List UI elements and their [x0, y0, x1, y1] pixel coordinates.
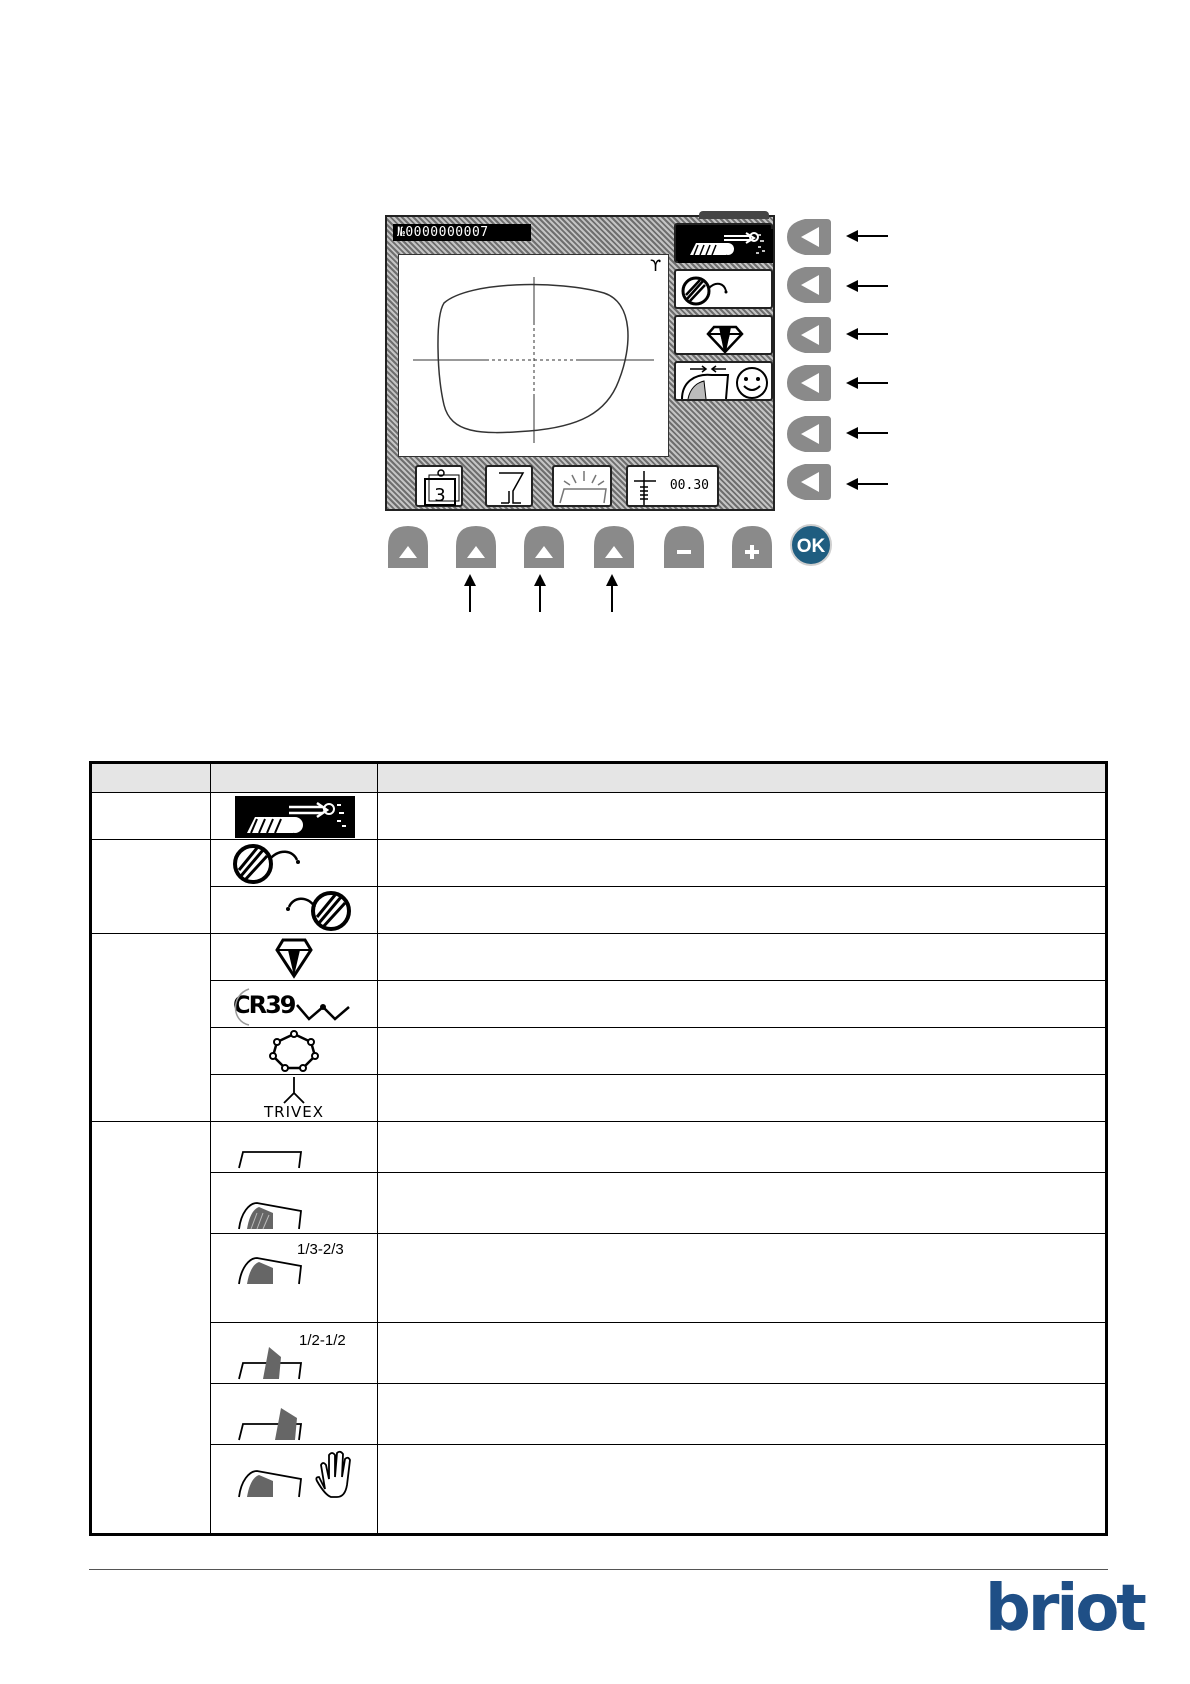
icon-cell — [211, 887, 378, 934]
cr39-glyph: CR39 — [233, 991, 295, 1019]
screen-tab — [699, 211, 769, 219]
bevel-manual-hand-icon — [211, 1445, 377, 1533]
icon-cell — [211, 1122, 378, 1173]
arrow-left-key[interactable] — [785, 265, 833, 305]
icon-cell — [211, 1234, 378, 1323]
left-lens-icon — [211, 887, 377, 933]
bevel-ratio-label: 1/2-1/2 — [299, 1332, 346, 1349]
table-row — [91, 793, 1107, 840]
bottom-button-polish[interactable] — [552, 465, 612, 507]
table-row — [91, 887, 1107, 934]
trivex-label: TRIVEX — [263, 1103, 325, 1121]
bevel-ratio-label: 1/3-2/3 — [297, 1241, 344, 1258]
table-row — [91, 1384, 1107, 1445]
table-row — [91, 1122, 1107, 1173]
callout-arrow-left — [846, 427, 888, 439]
bottom-button-glass-type[interactable] — [485, 465, 533, 507]
icon-cell — [211, 1075, 378, 1122]
arrow-left-key[interactable] — [785, 462, 833, 502]
polycarbonate-material-icon — [211, 1028, 377, 1074]
header-cell-group — [91, 763, 211, 793]
glass-type-icon — [487, 467, 535, 509]
group-cell — [91, 793, 211, 840]
lens-count-icon — [417, 467, 465, 509]
reference-frame-icon: ϒ — [650, 256, 662, 275]
callout-arrow-up — [606, 574, 618, 612]
icon-cell — [211, 793, 378, 840]
polish-icon — [554, 467, 614, 509]
description-cell — [378, 793, 1107, 840]
table-row — [91, 1028, 1107, 1075]
diamond-material-icon — [676, 317, 775, 357]
table-row — [91, 1323, 1107, 1384]
callout-arrow-left — [846, 280, 888, 292]
icon-legend-table — [89, 761, 1108, 1536]
callout-arrow-up — [464, 574, 476, 612]
bevel-ratio-icon — [211, 1234, 377, 1322]
cr39-material-icon — [211, 981, 377, 1027]
table-row — [91, 840, 1107, 887]
icon-cell — [211, 840, 378, 887]
icon-cell — [211, 1173, 378, 1234]
callout-arrow-up — [534, 574, 546, 612]
description-cell — [378, 1384, 1107, 1445]
description-cell — [378, 1028, 1107, 1075]
bevel-ratio-icon — [211, 1323, 377, 1383]
arrow-left-key[interactable] — [785, 315, 833, 355]
bottom-button-lens-count[interactable] — [415, 465, 463, 507]
description-cell — [378, 1173, 1107, 1234]
group-cell — [91, 1122, 211, 1535]
description-cell — [378, 1075, 1107, 1122]
right-lens-icon — [676, 271, 775, 311]
table-row — [91, 1075, 1107, 1122]
side-button-edging-cycle[interactable] — [674, 223, 773, 263]
description-cell — [378, 981, 1107, 1028]
side-button-bevel-position[interactable] — [674, 361, 773, 401]
edging-cycle-icon — [211, 793, 377, 839]
lens-shape-view — [398, 254, 669, 457]
plus-key[interactable] — [728, 522, 776, 572]
callout-arrow-left — [846, 478, 888, 490]
description-cell — [378, 1234, 1107, 1323]
arrow-left-key[interactable] — [785, 217, 833, 257]
description-cell — [378, 840, 1107, 887]
arrow-up-key[interactable] — [452, 522, 500, 572]
group-cell — [91, 934, 211, 1122]
icon-cell — [211, 1384, 378, 1445]
edging-cycle-icon — [676, 225, 775, 265]
ok-key[interactable]: OK — [790, 524, 832, 566]
arrow-left-key[interactable] — [785, 414, 833, 454]
table-header-row — [91, 763, 1107, 793]
header-cell-description — [378, 763, 1107, 793]
icon-cell — [211, 1445, 378, 1535]
trivex-material-icon — [211, 1075, 377, 1121]
description-cell — [378, 887, 1107, 934]
bevel-front-icon — [211, 1173, 377, 1233]
arrow-left-key[interactable] — [785, 363, 833, 403]
lens-shape-outline — [438, 285, 628, 433]
table-row — [91, 934, 1107, 981]
flat-edge-icon — [211, 1122, 377, 1172]
table-row — [91, 981, 1107, 1028]
arrow-up-key[interactable] — [384, 522, 432, 572]
callout-arrow-left — [846, 377, 888, 389]
offset-value: 00.30 — [669, 478, 709, 493]
table-row — [91, 1173, 1107, 1234]
callout-arrow-left — [846, 328, 888, 340]
description-cell — [378, 1323, 1107, 1384]
icon-cell — [211, 1323, 378, 1384]
bevel-back-icon — [211, 1384, 377, 1444]
callout-arrow-left — [846, 230, 888, 242]
description-cell — [378, 1122, 1107, 1173]
diamond-material-icon — [211, 934, 377, 980]
footer-rule — [89, 1569, 1108, 1570]
icon-cell — [211, 981, 378, 1028]
description-cell — [378, 1445, 1107, 1535]
bottom-button-offset[interactable] — [626, 465, 719, 507]
side-button-lens-side[interactable] — [674, 269, 773, 309]
minus-key[interactable] — [660, 522, 708, 572]
group-cell — [91, 840, 211, 934]
machine-screen — [385, 215, 775, 511]
job-number-label: №0000000007 — [393, 224, 531, 241]
right-lens-icon — [211, 840, 377, 886]
description-cell — [378, 934, 1107, 981]
arrow-up-key[interactable] — [520, 522, 568, 572]
arrow-up-key[interactable] — [590, 522, 638, 572]
icon-cell — [211, 1028, 378, 1075]
table-row — [91, 1234, 1107, 1323]
lens-count-value: 3 — [434, 485, 446, 506]
side-button-material[interactable] — [674, 315, 773, 355]
icon-cell — [211, 934, 378, 981]
header-cell-icon — [211, 763, 378, 793]
briot-logo: briot — [985, 1572, 1144, 1646]
table-row — [91, 1445, 1107, 1535]
bevel-position-smiley-icon — [676, 363, 775, 403]
